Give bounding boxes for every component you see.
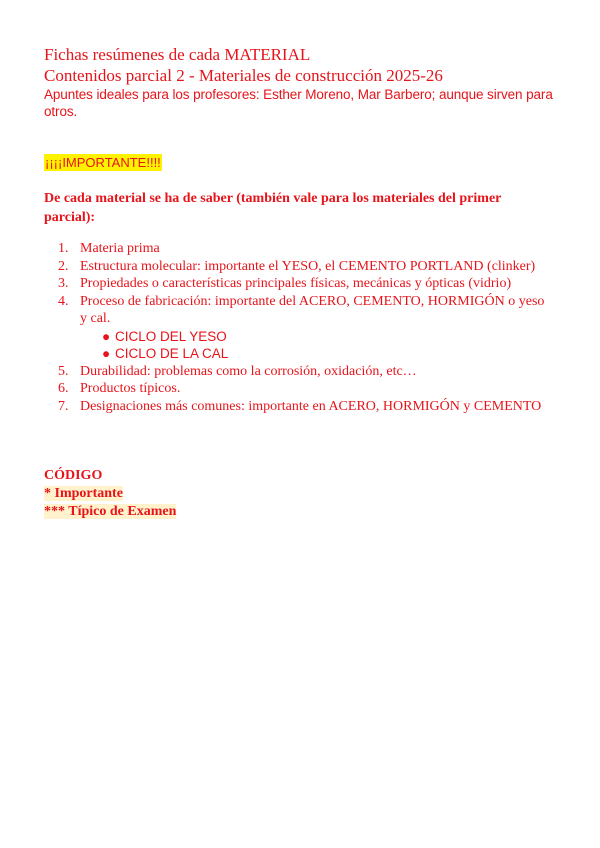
list-item xyxy=(44,293,554,328)
list-number: 6. xyxy=(58,381,69,396)
document-page xyxy=(44,44,554,519)
sub-list-item xyxy=(44,328,554,346)
list-number: 3. xyxy=(58,276,69,291)
bullet-icon: ● xyxy=(102,346,111,361)
requirements-list xyxy=(44,240,554,415)
sub-list xyxy=(44,328,554,363)
sub-item-text: CICLO DE LA CAL xyxy=(115,346,229,361)
bullet-icon: ● xyxy=(102,328,111,344)
list-item-text: Designaciones más comunes: importante en ACERO, HORMIGÓN y CEMENTO xyxy=(80,398,542,414)
list-number: 5. xyxy=(58,363,69,379)
legend-heading: CÓDIGO xyxy=(44,468,103,483)
sub-item-text: CICLO DEL YESO xyxy=(115,328,227,344)
list-item-text: Propiedades o características principales físicas, mecánicas y ópticas (vidrio) xyxy=(80,276,512,291)
list-item-text: Estructura molecular: importante el YESO, el CEMENTO PORTLAND (clinker) xyxy=(80,258,536,274)
list-number: 4. xyxy=(58,293,69,309)
sub-list-item xyxy=(44,345,554,363)
legend-important: * Importante xyxy=(44,486,123,501)
code-legend xyxy=(44,467,176,521)
list-item xyxy=(44,240,554,258)
list-number: 2. xyxy=(58,258,69,274)
legend-exam: *** Típico de Examen xyxy=(44,504,177,519)
list-number: 7. xyxy=(58,398,69,414)
list-item xyxy=(44,275,554,293)
important-tag: ¡¡¡¡IMPORTANTE!!!! xyxy=(45,155,161,170)
list-item-text: Proceso de fabricación: importante del ACERO, CEMENTO, HORMIGÓN o yeso y cal. xyxy=(80,293,545,326)
list-item xyxy=(44,258,554,276)
subtitle: Apuntes ideales para los profesores: Esther Moreno, Mar Barbero; aunque sirven para otros. xyxy=(44,87,553,119)
list-item xyxy=(44,398,554,416)
list-item xyxy=(44,363,554,381)
title-line-2: Contenidos parcial 2 - Materiales de construcción 2025-26 xyxy=(44,66,443,85)
list-item-text: Productos típicos. xyxy=(80,381,181,396)
list-item xyxy=(44,380,554,398)
sub-list-container xyxy=(44,328,554,363)
title-line-1: Fichas resúmenes de cada MATERIAL xyxy=(44,45,311,64)
intro-text: De cada material se ha de saber (también vale para los materiales del primer parcial): xyxy=(44,191,502,225)
list-item-text: Materia prima xyxy=(80,241,160,256)
list-item-text: Durabilidad: problemas como la corrosión, oxidación, etc… xyxy=(80,363,417,379)
list-number: 1. xyxy=(58,241,69,256)
